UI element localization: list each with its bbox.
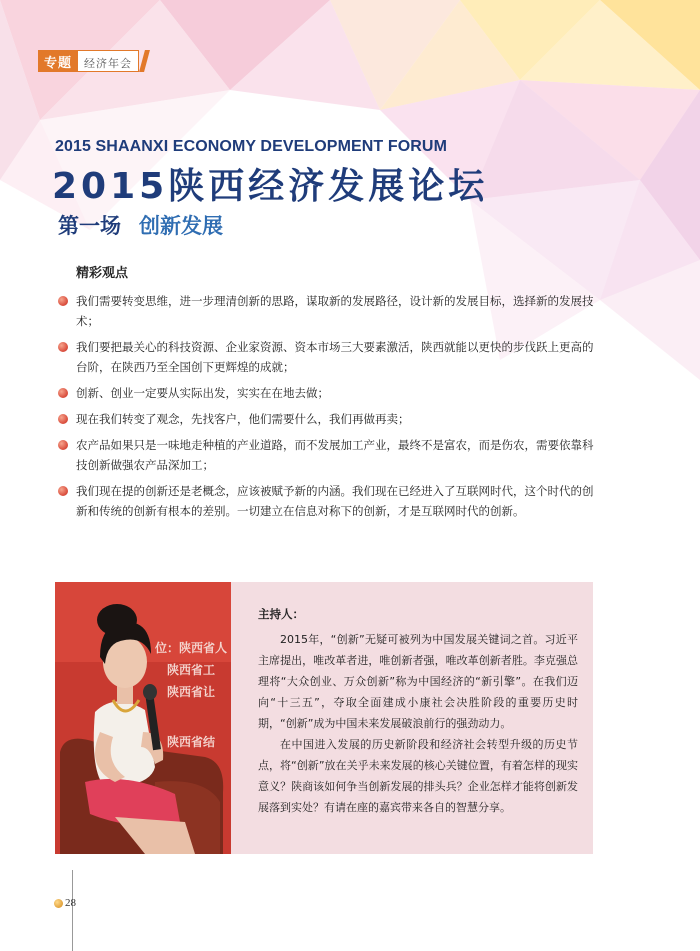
- session-heading: [58, 210, 223, 240]
- highlight-item: 我们现在提的创新还是老概念，应该被赋予新的内涵。我们现在已经进入了互联网时代，这个时代的创新和传统的创新有根本的差别。一切建立在信息对称下的创新，才是互联网时代的创新。: [58, 481, 598, 521]
- bullet-icon: [58, 342, 68, 352]
- host-text: [258, 604, 578, 818]
- bullet-icon: [58, 296, 68, 306]
- banner-text: 陕西省让: [167, 685, 216, 699]
- banner-text: 陕西省工: [167, 663, 216, 677]
- english-title: 2015 SHAANXI ECONOMY DEVELOPMENT FORUM: [55, 138, 448, 155]
- banner-text: 位：陕西省人: [155, 641, 228, 655]
- bullet-icon: [58, 486, 68, 496]
- section-tab-main: 专题: [38, 50, 78, 72]
- bullet-icon: [58, 414, 68, 424]
- page-dot-icon: [54, 899, 63, 908]
- session-topic: 创新发展: [139, 214, 223, 238]
- host-paragraph: 2015年，“创新”无疑可被列为中国发展关键词之首。习近平主席提出，唯改革者进，唯创新者强，唯改革创新者胜。李克强总理将“大众创业、万众创新”称为中国经济的“新引擎”。在我们迈向“十三五”，夺取全面建成小康社会决胜阶段的重要历史时期，“创新”成为中国未来发展破浪前行的强劲动力。: [258, 633, 578, 730]
- highlight-item: 创新、创业一定要从实际出发，实实在在地去做；: [58, 383, 598, 403]
- page-number-text: 28: [65, 897, 76, 909]
- bullet-icon: [58, 440, 68, 450]
- bullet-icon: [58, 388, 68, 398]
- host-panel: [55, 582, 593, 854]
- highlight-item: 现在我们转变了观念，先找客户，他们需要什么，我们再做再卖；: [58, 409, 598, 429]
- highlight-item: 我们需要转变思维，进一步理清创新的思路，谋取新的发展路径，设计新的发展目标，选择新的发展技术；: [58, 291, 598, 331]
- highlight-item: 农产品如果只是一味地走种植的产业道路，而不发展加工产业，最终不是富农，而是伤农，需要依靠科技创新做强农产品深加工；: [58, 435, 598, 475]
- section-tab: [38, 50, 147, 72]
- banner-text: 陕西省结: [167, 735, 216, 749]
- highlights-section: [58, 262, 598, 527]
- page-rule-divider: [72, 870, 73, 951]
- session-number: 第一场: [58, 214, 121, 238]
- host-label: 主持人：: [258, 607, 304, 621]
- highlights-list: [58, 291, 598, 521]
- host-paragraph: 在中国进入发展的历史新阶段和经济社会转型升级的历史节点，将“创新”放在关乎未来发展的核心关键位置，有着怎样的现实意义？陕商该如何争当创新发展的排头兵？企业怎样才能将创新发展落到实处？有请在座的嘉宾带来各自的智慧分享。: [258, 738, 578, 814]
- section-tab-sub: 经济年会: [78, 50, 139, 72]
- host-illustration: [55, 582, 231, 854]
- highlights-heading: 精彩观点: [76, 266, 129, 281]
- host-photo: [55, 582, 231, 854]
- page-number: [54, 897, 76, 909]
- chinese-title: 2015陕西经济发展论坛: [52, 166, 489, 207]
- highlight-item: 我们要把最关心的科技资源、企业家资源、资本市场三大要素激活，陕西就能以更快的步伐跃上更高的台阶，在陕西乃至全国创下更辉煌的成就；: [58, 337, 598, 377]
